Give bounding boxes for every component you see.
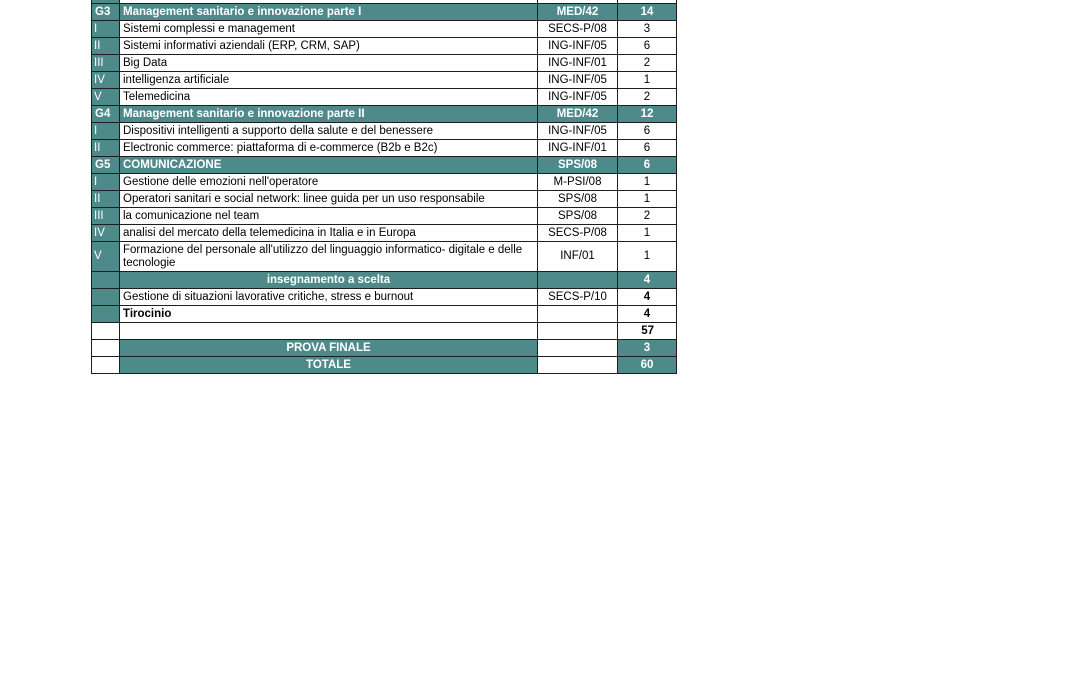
course-ssd: ING-INF/05 <box>538 72 618 89</box>
course-ssd: INF/01 <box>538 242 618 272</box>
course-ssd: SPS/08 <box>538 191 618 208</box>
table-row <box>92 89 677 106</box>
group-row-g5 <box>92 157 677 174</box>
table-row <box>92 289 677 306</box>
row-number: III <box>92 208 120 225</box>
table-row <box>92 123 677 140</box>
elective-course-cfu: 4 <box>618 289 677 306</box>
course-cfu: 3 <box>618 21 677 38</box>
course-name: Formazione del personale all'utilizzo del linguaggio informatico- digitale e delle tecnologie <box>120 242 538 272</box>
elective-cfu: 4 <box>618 272 677 289</box>
row-number: V <box>92 242 120 272</box>
group-ssd: MED/42 <box>538 4 618 21</box>
course-name: Sistemi informativi aziendali (ERP, CRM, SAP) <box>120 38 538 55</box>
elective-course-ssd: SECS-P/10 <box>538 289 618 306</box>
course-name: analisi del mercato della telemedicina in Italia e in Europa <box>120 225 538 242</box>
internship-cfu: 4 <box>618 306 677 323</box>
total-cfu: 60 <box>618 357 677 374</box>
final-exam-row <box>92 340 677 357</box>
course-cfu: 1 <box>618 225 677 242</box>
final-exam-label: PROVA FINALE <box>120 340 538 357</box>
total-row <box>92 357 677 374</box>
table-row <box>92 174 677 191</box>
course-name: Dispositivi intelligenti a supporto della salute e del benessere <box>120 123 538 140</box>
group-row-g4 <box>92 106 677 123</box>
course-name: Big Data <box>120 55 538 72</box>
course-ssd: SECS-P/08 <box>538 225 618 242</box>
course-cfu: 1 <box>618 242 677 272</box>
course-cfu: 1 <box>618 191 677 208</box>
subtotal-row <box>92 323 677 340</box>
course-cfu: 1 <box>618 72 677 89</box>
group-cfu: 6 <box>618 157 677 174</box>
course-cfu: 6 <box>618 38 677 55</box>
elective-header-row <box>92 272 677 289</box>
course-table <box>91 0 677 374</box>
course-name: Sistemi complessi e management <box>120 21 538 38</box>
table-row <box>92 38 677 55</box>
course-table-container <box>91 0 677 374</box>
table-row <box>92 55 677 72</box>
row-number: III <box>92 55 120 72</box>
table-row <box>92 21 677 38</box>
course-cfu: 6 <box>618 140 677 157</box>
course-ssd: M-PSI/08 <box>538 174 618 191</box>
elective-title: insegnamento a scelta <box>120 272 538 289</box>
group-code: G3 <box>92 4 120 21</box>
course-name: Gestione delle emozioni nell'operatore <box>120 174 538 191</box>
course-cfu: 2 <box>618 55 677 72</box>
table-row <box>92 72 677 89</box>
course-ssd: SPS/08 <box>538 208 618 225</box>
group-cfu: 14 <box>618 4 677 21</box>
table-row <box>92 191 677 208</box>
row-number: I <box>92 174 120 191</box>
table-row <box>92 242 677 272</box>
group-title: Management sanitario e innovazione parte I <box>120 4 538 21</box>
final-exam-cfu: 3 <box>618 340 677 357</box>
total-label: TOTALE <box>120 357 538 374</box>
row-number: II <box>92 38 120 55</box>
row-number: IV <box>92 225 120 242</box>
table-row <box>92 225 677 242</box>
course-ssd: SECS-P/08 <box>538 21 618 38</box>
row-number: II <box>92 191 120 208</box>
course-name: la comunicazione nel team <box>120 208 538 225</box>
group-code: G5 <box>92 157 120 174</box>
row-number: I <box>92 21 120 38</box>
course-name: Telemedicina <box>120 89 538 106</box>
course-ssd: ING-INF/05 <box>538 89 618 106</box>
course-ssd: ING-INF/05 <box>538 38 618 55</box>
row-number: IV <box>92 72 120 89</box>
course-name: intelligenza artificiale <box>120 72 538 89</box>
course-cfu: 2 <box>618 89 677 106</box>
elective-course-name: Gestione di situazioni lavorative critiche, stress e burnout <box>120 289 538 306</box>
course-name: Electronic commerce: piattaforma di e-commerce (B2b e B2c) <box>120 140 538 157</box>
group-code: G4 <box>92 106 120 123</box>
row-number: V <box>92 89 120 106</box>
course-cfu: 2 <box>618 208 677 225</box>
group-title: Management sanitario e innovazione parte II <box>120 106 538 123</box>
course-cfu: 1 <box>618 174 677 191</box>
subtotal-value: 57 <box>618 323 677 340</box>
group-row-g3 <box>92 4 677 21</box>
course-name: Operatori sanitari e social network: linee guida per un uso responsabile <box>120 191 538 208</box>
course-ssd: ING-INF/01 <box>538 140 618 157</box>
internship-row <box>92 306 677 323</box>
group-ssd: MED/42 <box>538 106 618 123</box>
row-number: II <box>92 140 120 157</box>
group-ssd: SPS/08 <box>538 157 618 174</box>
row-number: I <box>92 123 120 140</box>
course-ssd: ING-INF/05 <box>538 123 618 140</box>
course-cfu: 6 <box>618 123 677 140</box>
group-title: COMUNICAZIONE <box>120 157 538 174</box>
internship-label: Tirocinio <box>120 306 538 323</box>
course-ssd: ING-INF/01 <box>538 55 618 72</box>
table-row <box>92 208 677 225</box>
group-cfu: 12 <box>618 106 677 123</box>
table-row <box>92 140 677 157</box>
